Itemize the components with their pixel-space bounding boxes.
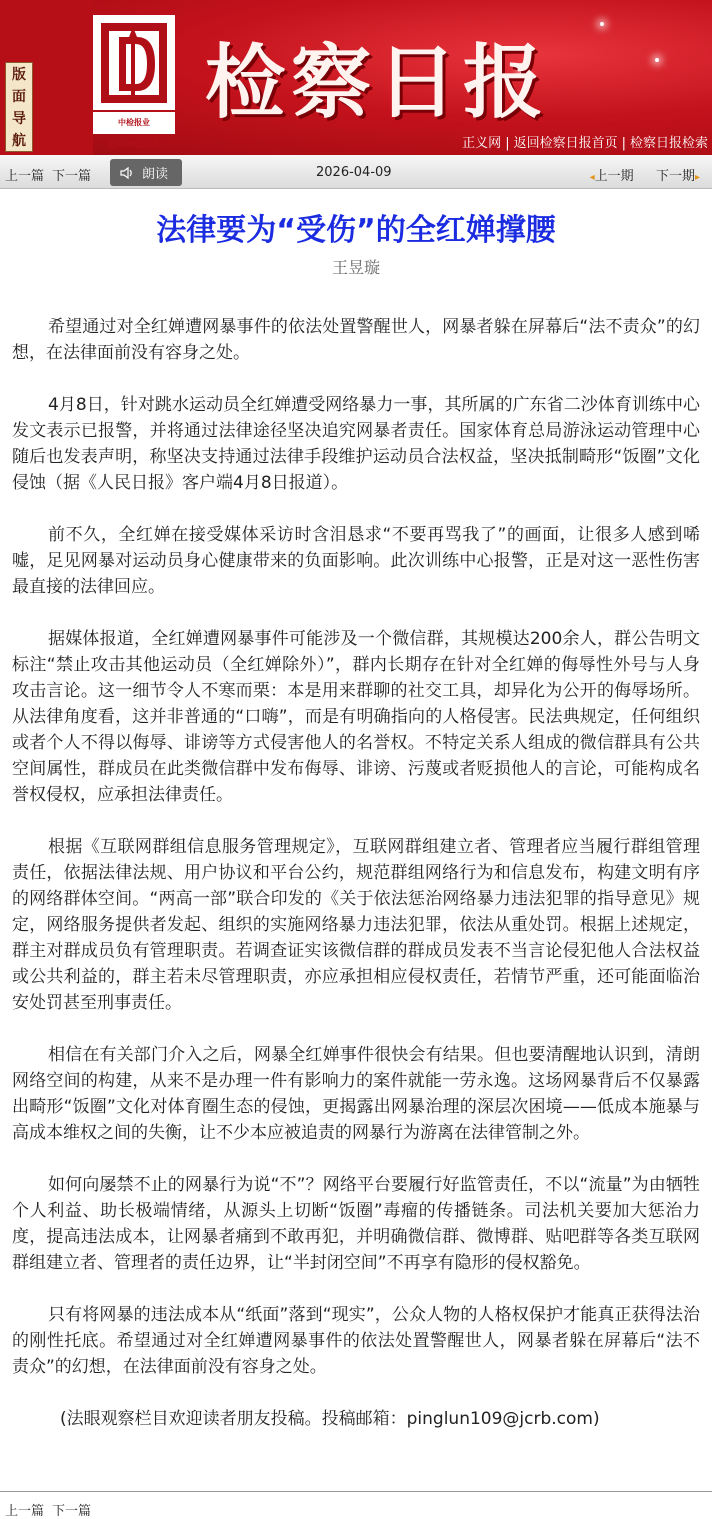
arrow-left-icon: ◂ xyxy=(589,172,595,183)
prev-article-link[interactable]: 上一篇 xyxy=(5,1504,45,1519)
issue-date: 2026-04-09 xyxy=(316,165,392,180)
page-guide-button[interactable] xyxy=(5,62,33,152)
speaker-icon xyxy=(120,166,134,180)
article-title: 法律要为“受伤”的全红婵撑腰 xyxy=(156,213,556,248)
submission-note: (法眼观察栏目欢迎读者朋友投稿。投稿邮箱：pinglun109@jcrb.com) xyxy=(60,1409,600,1429)
link-separator: | xyxy=(505,136,510,151)
article-author: 王昱璇 xyxy=(331,258,380,277)
paragraph: 如何向屡禁不止的网暴行为说“不”？网络平台要履行好监管责任，不以“流量”为由牺牲个人利益、助长极端情绪，从源头上切断“饭圈”毒瘤的传播链条。司法机关要加大惩治力度，提高违法成本，让网暴者痛到不敢再犯，并明确微信群、微博群、贴吧群等各类互联网群组建立者、管理者的责任边界，让“半封闭空间”不再享有隐形的侵权豁免。 xyxy=(12,1175,700,1273)
paragraph: 只有将网暴的违法成本从“纸面”落到“现实”，公众人物的人格权保护才能真正获得法治的刚性托底。希望通过对全红婵遭网暴事件的依法处置警醒世人，网暴者躲在屏幕后“法不责众”的幻想，在法律面前没有容身之处。 xyxy=(12,1305,700,1377)
guide-char: 航 xyxy=(12,133,26,149)
link-home[interactable]: 返回检察日报首页 xyxy=(513,136,618,151)
prev-issue-link[interactable]: 上一期 xyxy=(594,169,634,184)
article-nav xyxy=(5,165,99,184)
top-links xyxy=(462,132,708,151)
bottom-article-nav xyxy=(5,1500,99,1519)
paragraph: 4月8日，针对跳水运动员全红婵遭受网络暴力一事，其所属的广东省二沙体育训练中心发文表示已报警，并将通过法律途径坚决追究网暴者责任。国家体育总局游泳运动管理中心随后也发表声明，称坚决支持通过法律手段维护运动员合法权益，坚决抵制畸形“饭圈”文化侵蚀（据《人民日报》客户端4月8日报道）。 xyxy=(12,395,700,493)
issue-nav xyxy=(590,165,700,184)
newspaper-masthead: 检察日报 xyxy=(205,35,549,129)
press-logo xyxy=(93,15,175,110)
next-issue-link[interactable]: 下一期 xyxy=(655,169,695,184)
article-body xyxy=(12,314,700,1458)
next-article-link[interactable]: 下一篇 xyxy=(52,1504,92,1519)
press-logo-text: 中检报业 ZHONGJIAN xyxy=(93,112,175,134)
sparkle-decoration xyxy=(655,58,659,62)
guide-char: 面 xyxy=(12,89,26,105)
paragraph: 希望通过对全红婵遭网暴事件的依法处置警醒世人，网暴者躲在屏幕后“法不责众”的幻想，在法律面前没有容身之处。 xyxy=(12,317,700,363)
guide-char: 导 xyxy=(12,111,26,127)
paragraph: 据媒体报道，全红婵遭网暴事件可能涉及一个微信群，其规模达200余人，群公告明文标注“禁止攻击其他运动员（全红婵除外）”，群内长期存在针对全红婵的侮辱性外号与人身攻击言论。这一细节令人不寒而栗：本是用来群聊的社交工具，却异化为公开的侮辱场所。从法律角度看，这并非普通的“口嗨”，而是有明确指向的人格侵害。民法典规定，任何组织或者个人不得以侮辱、诽谤等方式侵害他人的名誉权。不特定关系人组成的微信群具有公共空间属性，群成员在此类微信群中发布侮辱、诽谤、污蔑或者贬损他人的言论，可能构成名誉权侵权，应承担法律责任。 xyxy=(12,629,700,805)
paragraph: 相信在有关部门介入之后，网暴全红婵事件很快会有结果。但也要清醒地认识到，清朗网络空间的构建，从来不是办理一件有影响力的案件就能一劳永逸。这场网暴背后不仅暴露出畸形“饭圈”文化对体育圈生态的侵蚀，更揭露出网暴治理的深层次困境——低成本施暴与高成本维权之间的失衡，让不少本应被追责的网暴行为游离在法律管制之外。 xyxy=(12,1045,700,1143)
divider xyxy=(0,1491,712,1492)
sparkle-decoration xyxy=(600,22,604,26)
link-justice-net[interactable]: 正义网 xyxy=(462,136,502,151)
next-article-link[interactable]: 下一篇 xyxy=(52,169,92,184)
prev-article-link[interactable]: 上一篇 xyxy=(5,169,45,184)
paragraph: 根据《互联网群组信息服务管理规定》，互联网群组建立者、管理者应当履行群组管理责任，依据法律法规、用户协议和平台公约，规范群组网络行为和信息发布，构建文明有序的网络群体空间。“两高一部”联合印发的《关于依法惩治网络暴力违法犯罪的指导意见》规定，网络服务提供者发起、组织的实施网络暴力违法犯罪，依法从重处罚。根据上述规定，群主对群成员负有管理职责。若调查证实该微信群的群成员发表不当言论侵犯他人合法权益或公共利益的，群主若未尽管理职责，亦应承担相应侵权责任，若情节严重，还可能面临治安处罚甚至刑事责任。 xyxy=(12,837,700,1013)
link-search[interactable]: 检察日报检索 xyxy=(629,136,708,151)
read-aloud-button[interactable] xyxy=(110,159,182,186)
link-separator: | xyxy=(621,136,626,151)
press-logo-icon xyxy=(93,15,175,110)
arrow-right-icon: ▸ xyxy=(694,172,700,183)
guide-char: 版 xyxy=(12,67,26,83)
paragraph: 前不久，全红婵在接受媒体采访时含泪恳求“不要再骂我了”的画面，让很多人感到唏嘘，足见网暴对运动员身心健康带来的负面影响。此次训练中心报警，正是对这一恶性伤害最直接的法律回应。 xyxy=(12,525,700,597)
read-aloud-label: 朗读 xyxy=(142,167,169,182)
